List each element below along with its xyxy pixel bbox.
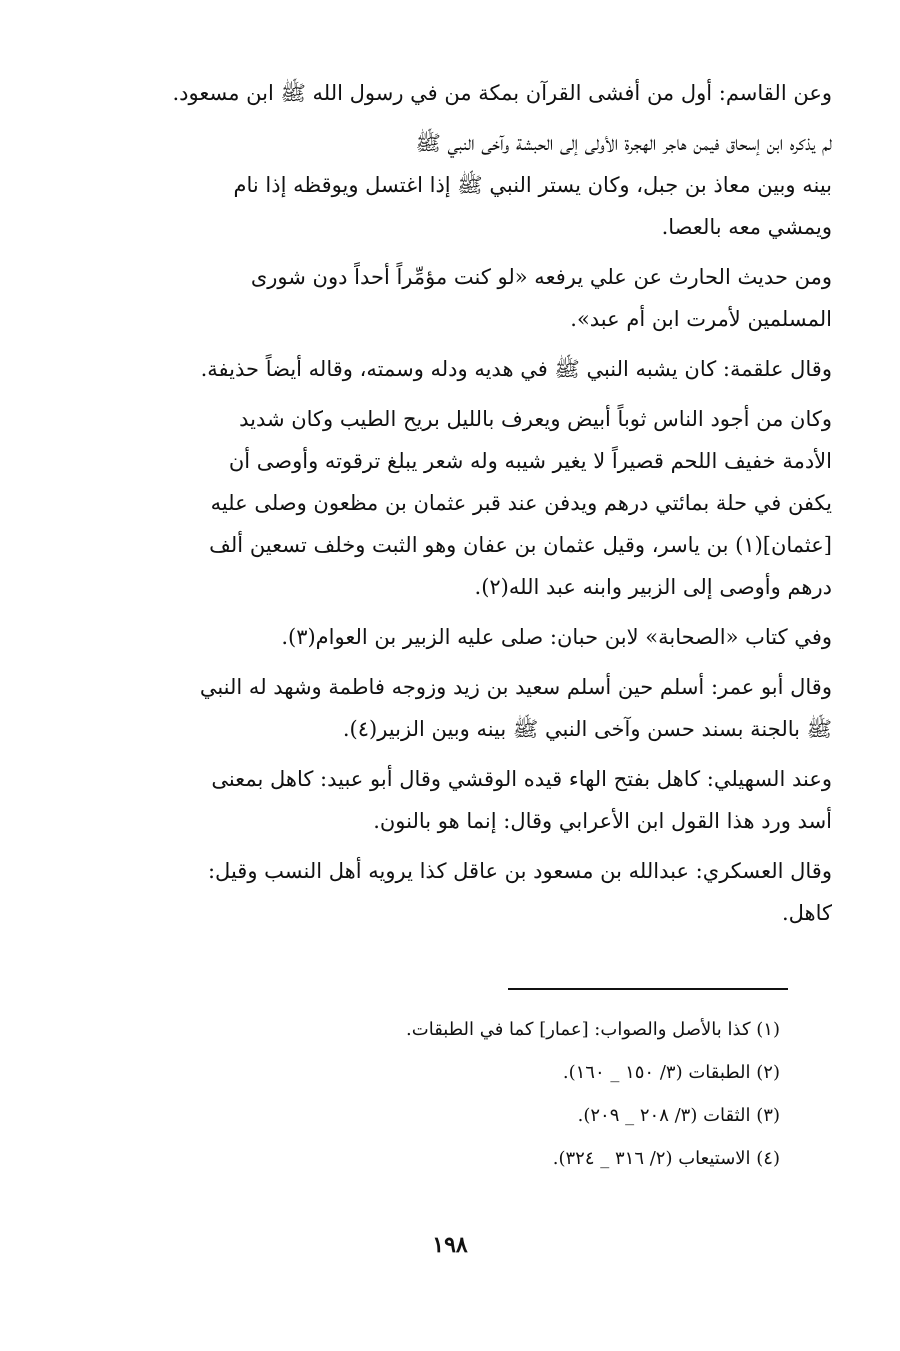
paragraph bbox=[72, 666, 832, 750]
footnote-divider bbox=[508, 988, 788, 990]
footnote: (٤) الاستيعاب (٢/ ٣١٦ _ ٣٢٤). bbox=[552, 1148, 780, 1169]
text-line: ومن حديث الحارث عن علي يرفعه «لو كنت مؤمِّراً أحداً دون شورى bbox=[250, 265, 832, 289]
text-line: المسلمين لأمرت ابن أم عبد». bbox=[570, 307, 832, 331]
paragraph bbox=[72, 256, 832, 340]
footnote: (٣) الثقات (٣/ ٢٠٨ _ ٢٠٩). bbox=[577, 1105, 780, 1126]
text-line: وقال علقمة: كان يشبه النبي ﷺ في هديه ودله وسمته، وقاله أيضاً حذيفة. bbox=[200, 357, 832, 381]
footnote: (١) كذا بالأصل والصواب: [عمار] كما في الطبقات. bbox=[406, 1019, 780, 1040]
text-line: وفي كتاب «الصحابة» لابن حبان: صلى عليه الزبير بن العوام(٣). bbox=[281, 625, 832, 649]
text-line: وعن القاسم: أول من أفشى القرآن بمكة من في رسول الله ﷺ ابن مسعود. bbox=[172, 81, 832, 105]
text-line: وكان من أجود الناس ثوباً أبيض ويعرف بالليل بريح الطيب وكان شديد bbox=[239, 407, 832, 431]
paragraph bbox=[72, 758, 832, 842]
text-line: كاهل. bbox=[781, 901, 832, 925]
text-line: ﷺ بالجنة بسند حسن وآخى النبي ﷺ بينه وبين الزبير(٤). bbox=[342, 717, 832, 741]
text-line: أسد ورد هذا القول ابن الأعرابي وقال: إنما هو بالنون. bbox=[373, 809, 832, 833]
text-line: ويمشي معه بالعصا. bbox=[661, 215, 832, 239]
text-line: بينه وبين معاذ بن جبل، وكان يستر النبي ﷺ إذا اغتسل ويوقظه إذا نام bbox=[233, 173, 832, 197]
paragraph bbox=[72, 72, 832, 114]
footnotes bbox=[220, 1008, 780, 1180]
paragraph bbox=[72, 850, 832, 934]
paragraph bbox=[72, 348, 832, 390]
text-line: [عثمان](١) بن ياسر، وقيل عثمان بن عفان وهو الثبت وخلف تسعين ألف bbox=[209, 533, 832, 557]
paragraph bbox=[72, 616, 832, 658]
paragraph bbox=[72, 122, 832, 248]
paragraph bbox=[72, 398, 832, 608]
page-number: ١٩٨ bbox=[432, 1232, 468, 1258]
text-line: يكفن في حلة بمائتي درهم ويدفن عند قبر عثمان بن مظعون وصلى عليه bbox=[210, 491, 832, 515]
text-line: وعند السهيلي: كاهل بفتح الهاء قيده الوقشي وقال أبو عبيد: كاهل بمعنى bbox=[211, 767, 832, 791]
text-line: درهم وأوصى إلى الزبير وابنه عبد الله(٢). bbox=[474, 575, 832, 599]
text-line: وقال أبو عمر: أسلم حين أسلم سعيد بن زيد وزوجه فاطمة وشهد له النبي bbox=[199, 675, 832, 699]
text-line: وقال العسكري: عبدالله بن مسعود بن عاقل كذا يرويه أهل النسب وقيل: bbox=[207, 859, 832, 883]
text-line: الأدمة خفيف اللحم قصيراً لا يغير شيبه وله شعر يبلغ ترقوته وأوصى أن bbox=[228, 449, 832, 473]
text-line: لم يذكره ابن إسحاق فيمن هاجر الهجرة الأولى إلى الحبشة وآخى النبي ﷺ bbox=[415, 131, 832, 155]
footnote: (٢) الطبقات (٣/ ١٥٠ _ ١٦٠). bbox=[562, 1062, 780, 1083]
main-text bbox=[72, 72, 832, 942]
